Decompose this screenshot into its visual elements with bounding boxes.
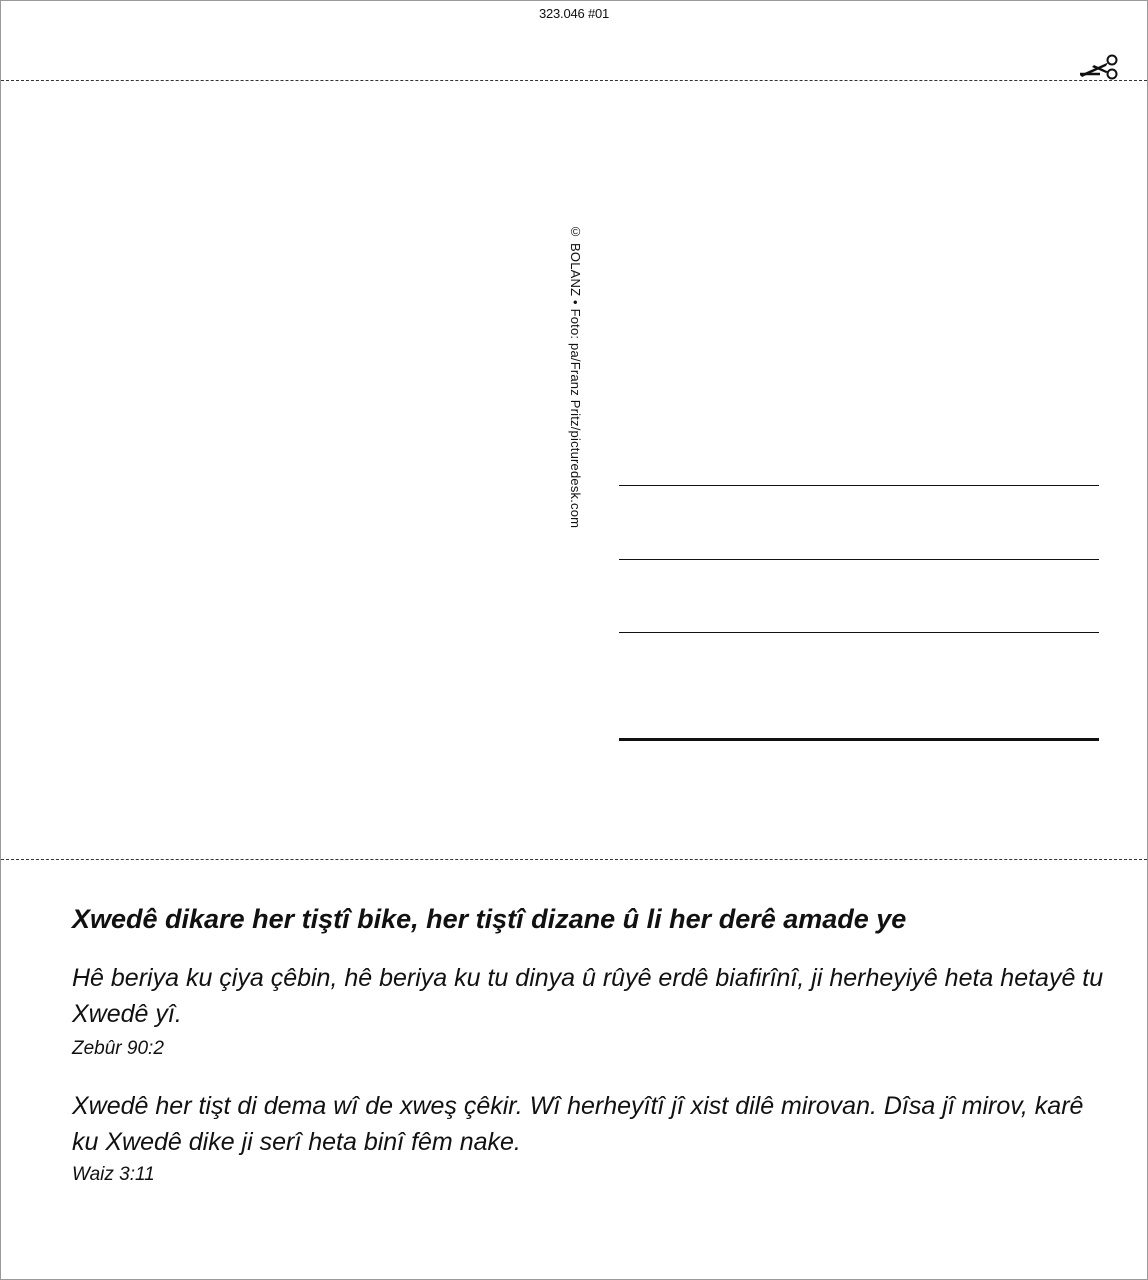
address-line	[619, 559, 1099, 560]
verse-reference: Zebûr 90:2	[72, 1038, 164, 1059]
cut-line-top	[1, 80, 1147, 81]
address-line	[619, 738, 1099, 741]
verse-text: Hê beriya ku çiya çêbin, hê beriya ku tu dinya û rûyê erdê biafirînî, ji herheyiyê heta hetayê tu Xwedê yî.	[72, 964, 1104, 1028]
photo-credit: © BOLANZ • Foto: pa/Franz Pritz/picturedesk.com	[568, 224, 583, 529]
verse-text: Xwedê her tişt di dema wî de xweş çêkir. Wî herheyîtî jî xist dilê mirovan. Dîsa jî mirov, karê ku Xwedê dike ji serî heta binî fêm nake.	[72, 1092, 1084, 1156]
address-line	[619, 632, 1099, 633]
cut-line-bottom	[1, 859, 1147, 860]
address-line	[619, 485, 1099, 486]
verse-reference: Waiz 3:11	[72, 1164, 155, 1185]
headline: Xwedê dikare her tiştî bike, her tiştî dizane û li her derê amade ye	[72, 904, 907, 934]
print-code: 323.046 #01	[538, 6, 610, 21]
scissors-icon	[1076, 53, 1120, 83]
